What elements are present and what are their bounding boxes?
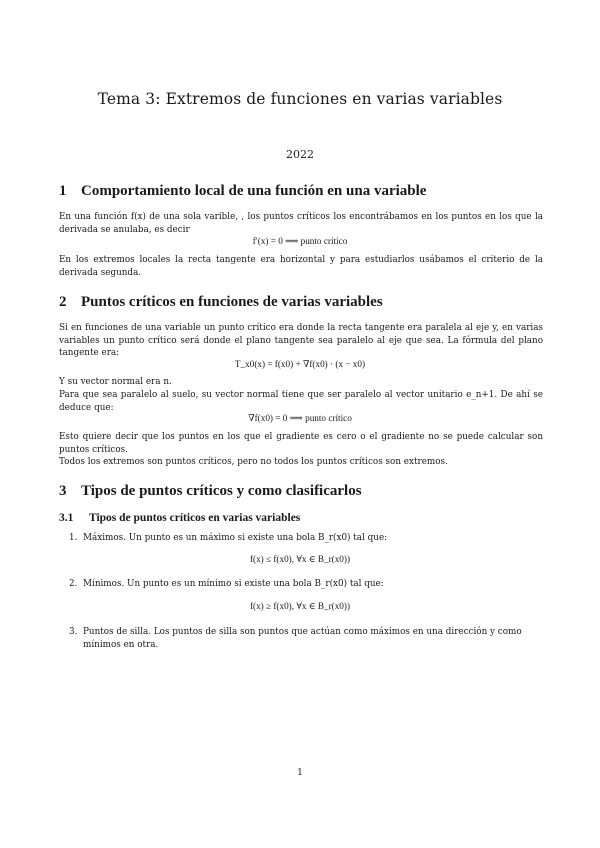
section-heading bbox=[59, 294, 383, 311]
paragraph: Si en funciones de una variable un punto crítico era donde la recta tangente era paralela al eje y, en varias variables un punto crítico será donde el plano tangente sea paralelo al eje que sea. La fórmula del plano tangente era: bbox=[59, 323, 543, 358]
list-number: 2. bbox=[69, 579, 78, 589]
list-number: 1. bbox=[69, 533, 78, 543]
paragraph: Para que sea paralelo al suelo, su vector normal tiene que ser paralelo al vector unitario e_n+1. De ahí se deduce que: bbox=[59, 390, 543, 413]
section-title: Tipos de puntos críticos y como clasificarlos bbox=[81, 483, 362, 499]
paragraph: Esto quiere decir que los puntos en los que el gradiente es cero o el gradiente no se puede calcular son puntos críticos. bbox=[59, 432, 543, 455]
equation: f(x) ≥ f(x0), ∀x ∈ B_r(x0)) bbox=[249, 601, 351, 611]
section-number: 1 bbox=[59, 183, 67, 199]
equation: f′(x) = 0 ⟹ punto crítico bbox=[252, 236, 348, 246]
equation: f(x) ≤ f(x0), ∀x ∈ B_r(x0)) bbox=[249, 554, 351, 564]
section-title: Comportamiento local de una función en una variable bbox=[81, 183, 427, 199]
list-item bbox=[69, 532, 529, 545]
equation: ∇f(x0) = 0 ⟹ punto crítico bbox=[248, 413, 352, 423]
list-text: Máximos. Un punto es un máximo si existe una bola B_r(x0) tal que: bbox=[83, 533, 388, 543]
page-number: 1 bbox=[297, 768, 303, 778]
subsection-title: Tipos de puntos críticos en varias variables bbox=[89, 512, 301, 524]
list-text: Mínimos. Un punto es un mínimo si existe una bola B_r(x0) tal que: bbox=[83, 579, 384, 589]
subsection-heading bbox=[59, 512, 300, 524]
document-title: Tema 3: Extremos de funciones en varias variables bbox=[97, 90, 503, 108]
section-title: Puntos críticos en funciones de varias variables bbox=[81, 294, 383, 310]
paragraph: Todos los extremos son puntos críticos, pero no todos los puntos críticos son extremos. bbox=[59, 457, 448, 467]
paragraph: En los extremos locales la recta tangente era horizontal y para estudiarlos usábamos el criterio de la derivada segunda. bbox=[59, 255, 543, 278]
list-text: Puntos de silla. Los puntos de silla son puntos que actúan como máximos en una dirección y como mínimos en otra. bbox=[83, 627, 522, 650]
list-item bbox=[69, 578, 529, 591]
section-heading bbox=[59, 183, 426, 200]
list-item bbox=[69, 626, 529, 651]
paragraph: Y su vector normal era n. bbox=[59, 377, 172, 387]
list-number: 3. bbox=[69, 627, 78, 637]
document-date: 2022 bbox=[286, 148, 314, 161]
subsection-number: 3.1 bbox=[59, 512, 74, 524]
paragraph: En una función f(x) de una sola varible, , los puntos críticos los encontrábamos en los puntos en los que la derivada se anulaba, es decir bbox=[59, 212, 543, 235]
section-number: 2 bbox=[59, 294, 67, 310]
equation: T_x0(x) = f(x0) + ∇f(x0) · (x − x0) bbox=[234, 359, 366, 369]
section-number: 3 bbox=[59, 483, 67, 499]
section-heading bbox=[59, 483, 362, 500]
